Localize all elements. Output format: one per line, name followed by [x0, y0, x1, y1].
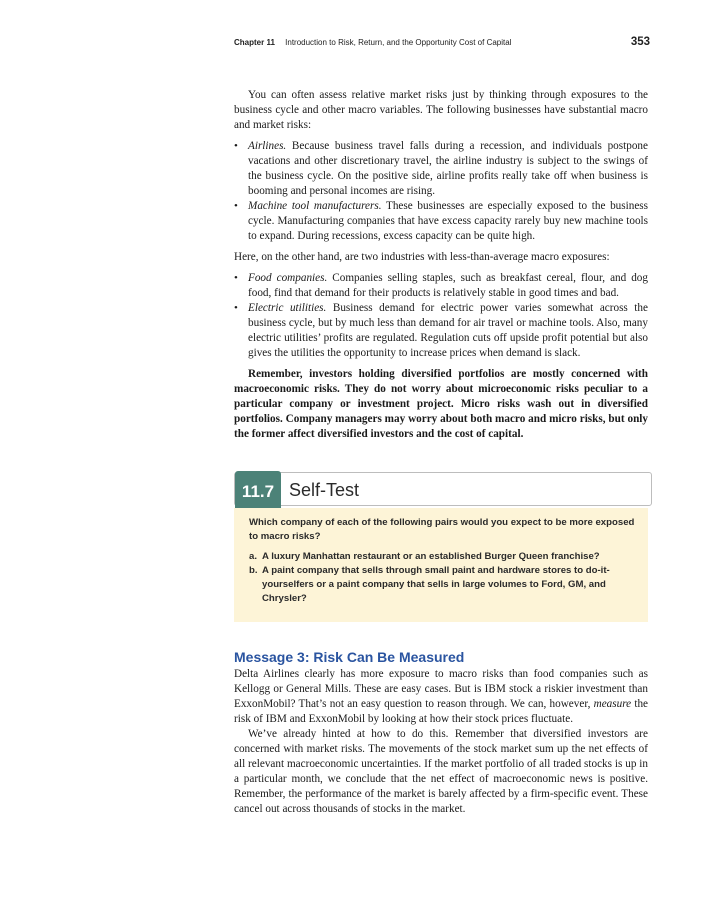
high-exposure-list: [234, 139, 648, 244]
bullet-term: Electric utilities.: [248, 302, 327, 314]
item-text: A luxury Manhattan restaurant or an established Burger Queen franchise?: [262, 551, 600, 562]
self-test-items: [249, 550, 639, 606]
self-test-box: [234, 472, 652, 622]
bullet-term: Food companies.: [248, 272, 328, 284]
self-test-number: 11.7: [235, 471, 281, 513]
section-heading: Message 3: Risk Can Be Measured: [234, 649, 465, 665]
bullet-text: These businesses are especially exposed to the business cycle. Manufacturing companies that have excess capacity rarely buy new machine tools to expand. During recessions, excess capacity can be quite high.: [248, 200, 648, 242]
main-text-top: [234, 88, 648, 442]
item-label: a.: [249, 551, 258, 562]
emphasis-text: measure: [593, 698, 632, 710]
bullet-text: Business demand for electric power varies somewhat across the business cycle, but by much less than demand for air travel or machine tools. Also, many electric utilities’ profits are regulated. Regulation cuts off upside profit potential but also gives the utilities the opportunity to increase prices when demand is slack.: [248, 302, 648, 359]
section-paragraph-2: We’ve already hinted at how to do this. Remember that diversified investors are concerned with market risks. The movements of the stock market sum up the net effects of all relevant macroeconomic uncertainties. If the market portfolio of all traded stocks is up in a particular month, we conclude that the net effect of macroeconomic news is positive. Remember, the performance of the market is barely affected by a firm-specific event. These cancel out across thousands of stocks in the market.: [234, 728, 648, 815]
bullet-term: Airlines.: [248, 140, 287, 152]
item-label: b.: [249, 565, 258, 576]
list-item: [249, 550, 639, 564]
main-text-bottom: [234, 667, 648, 817]
bullet-term: Machine tool manufacturers.: [248, 200, 382, 212]
bullet-text: Companies selling staples, such as breakfast cereal, flour, and dog food, find that demand for their products is relatively stable in good times and bad.: [248, 272, 648, 299]
list-item: [234, 271, 648, 301]
low-exposure-list: [234, 271, 648, 361]
chapter-title: Introduction to Risk, Return, and the Opportunity Cost of Capital: [285, 38, 512, 47]
intro-paragraph: You can often assess relative market risks just by thinking through exposures to the business cycle and other macro variables. The following businesses have substantial macro and market risks:: [234, 89, 648, 131]
key-takeaway-paragraph: Remember, investors holding diversified portfolios are mostly concerned with macroeconomic risks. They do not worry about microeconomic risks peculiar to a particular company or investment project. Micro risks wash out in diversified portfolios. Company managers may worry about both macro and micro risks, but only the former affect diversified investors and the cost of capital.: [234, 368, 648, 440]
text-run: Delta Airlines clearly has more exposure to macro risks than food companies such as Kellogg or General Mills. These are easy cases. But is IBM stock a riskier investment than ExxonMobil? That’s not an easy question to reason through. We can, however,: [234, 668, 648, 710]
text-run: the risk of IBM and ExxonMobil by looking at how their stock prices fluctuate.: [234, 698, 649, 725]
page-number: 353: [630, 36, 650, 48]
chapter-number: Chapter 11: [234, 38, 275, 47]
list-item: [249, 564, 639, 606]
item-text: A paint company that sells through small paint and hardware stores to do-it-yourselfers or a paint company that sells in large volumes to Ford, GM, and Chrysler?: [262, 565, 610, 604]
self-test-header: [234, 472, 652, 506]
section-paragraph-1: [234, 667, 648, 727]
bullet-text: Because business travel falls during a recession, and individuals postpone vacations and other discretionary travel, the airline industry is subject to the swings of the business cycle. On the positive side, airline profits really take off when business is booming and personal incomes are rising.: [248, 140, 648, 197]
self-test-title: Self-Test: [289, 480, 360, 500]
list-item: [234, 139, 648, 199]
self-test-question: Which company of each of the following pairs would you expect to be more exposed to macro risks?: [249, 517, 635, 542]
list-item: [234, 301, 648, 361]
self-test-body: [234, 508, 648, 622]
running-header: [234, 38, 650, 54]
low-exposure-intro: Here, on the other hand, are two industries with less-than-average macro exposures:: [234, 251, 610, 263]
list-item: [234, 199, 648, 244]
